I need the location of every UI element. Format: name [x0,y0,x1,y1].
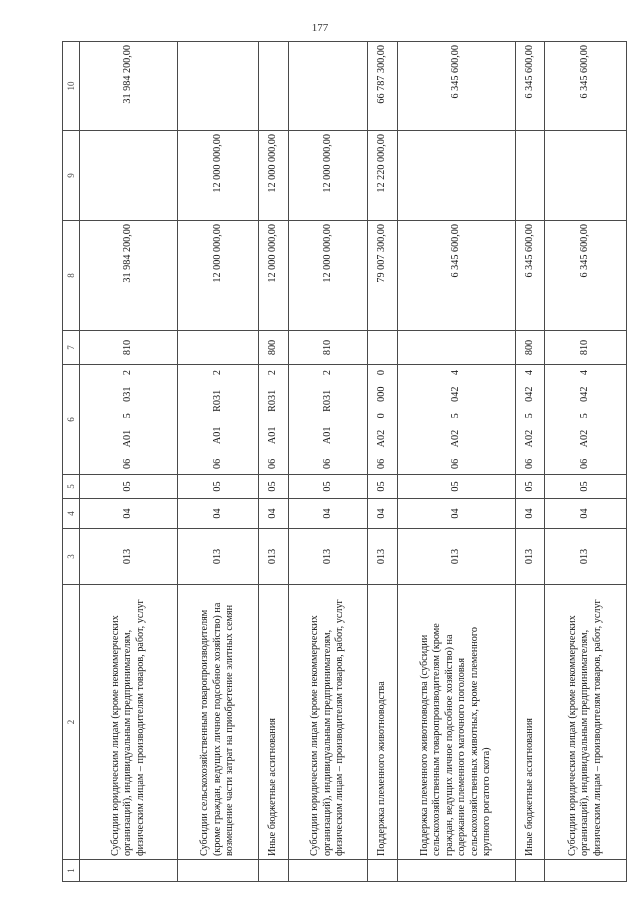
code-part: 06 [267,458,279,469]
code-part: R031 [267,389,279,412]
column-number: 8 [63,221,80,331]
code-part: 06 [450,458,461,469]
amount-column-10: 6 345 600,00 [515,42,545,131]
target-article-code [368,365,398,475]
amount-column-10 [259,42,289,131]
amount-column-9 [397,131,515,221]
empty-cell [397,860,515,882]
code-part: A01 [267,426,279,445]
column-number: 2 [63,585,80,860]
amount-column-9: 12 000 000,00 [259,131,289,221]
table-row [80,42,178,882]
section-code: 04 [515,499,545,529]
section-code: 04 [177,499,259,529]
total-amount: 12 000 000,00 [288,221,367,331]
amount-column-9: 12 220 000,00 [368,131,398,221]
target-article-code [515,365,545,475]
amount-column-9 [545,131,627,221]
code-part: A02 [523,429,535,448]
code-part: 06 [122,458,134,469]
target-article-code [288,365,367,475]
rotated-page-content [62,42,627,882]
amount-column-10: 66 787 300,00 [368,42,398,131]
empty-cell [259,860,289,882]
budget-table [62,41,627,882]
amount-column-9 [80,131,178,221]
total-amount: 6 345 600,00 [545,221,627,331]
target-article-code [177,365,259,475]
table-row [515,42,545,882]
code-part: 4 [579,370,591,376]
empty-cell [288,860,367,882]
section-code: 04 [397,499,515,529]
column-number-row [63,42,80,882]
code-part: 042 [579,386,591,402]
amount-column-10: 6 345 600,00 [397,42,515,131]
table-row [259,42,289,882]
amount-column-9: 12 000 000,00 [177,131,259,221]
section-code: 04 [259,499,289,529]
subsection-code: 05 [368,475,398,499]
section-code: 04 [368,499,398,529]
ministry-code: 013 [397,529,515,585]
column-number: 5 [63,475,80,499]
total-amount: 6 345 600,00 [515,221,545,331]
total-amount: 12 000 000,00 [259,221,289,331]
amount-column-10: 6 345 600,00 [545,42,627,131]
subsection-code: 05 [80,475,178,499]
code-part: 042 [523,386,535,402]
amount-column-10 [177,42,259,131]
empty-cell [368,860,398,882]
expense-type-code: 800 [515,331,545,365]
table-row [177,42,259,882]
item-name: Субсидии сельскохозяйственным товаропроизводителям (кроме граждан, ведущих личное подсобное хозяйство) на возмещение части затрат на приобретение элитных семян [177,585,259,860]
ministry-code: 013 [515,529,545,585]
code-part: 06 [321,458,333,469]
ministry-code: 013 [545,529,627,585]
item-name: Субсидии юридическим лицам (кроме некоммерческих организаций), индивидуальным предпринимателям, физическим лицам – производителям товаров, работ, услуг [80,585,178,860]
code-part: 0 [376,370,388,376]
total-amount: 12 000 000,00 [177,221,259,331]
code-part: 06 [376,458,388,469]
code-part: 5 [523,413,535,419]
code-part: 4 [450,370,461,376]
code-part: A02 [450,429,461,448]
table-row [288,42,367,882]
ministry-code: 013 [288,529,367,585]
code-part: 06 [579,458,591,469]
subsection-code: 05 [259,475,289,499]
page-number: 177 [311,22,329,34]
code-part: A01 [321,426,333,445]
empty-cell [515,860,545,882]
expense-type-code: 810 [288,331,367,365]
code-part: 000 [376,386,388,402]
code-part: 2 [267,370,279,376]
code-part: 5 [122,413,134,419]
amount-column-10: 31 984 200,00 [80,42,178,131]
code-part: 031 [122,386,134,402]
expense-type-code: 810 [80,331,178,365]
code-part: 042 [450,386,461,402]
empty-cell [80,860,178,882]
code-part: 2 [211,370,223,376]
item-name: Поддержка племенного животноводства (субсидии сельскохозяйственным товаропроизводителям (кроме граждан, ведущих личное подсобное хозяйство) на содержание племенного маточного поголовья сельскохозяйственных животных, кроме племенного крупного рогатого скота) [397,585,515,860]
item-name: Иные бюджетные ассигнования [259,585,289,860]
subsection-code: 05 [397,475,515,499]
expense-type-code [177,331,259,365]
ministry-code: 013 [80,529,178,585]
item-name: Поддержка племенного животноводства [368,585,398,860]
column-number: 9 [63,131,80,221]
expense-type-code [368,331,398,365]
subsection-code: 05 [515,475,545,499]
target-article-code [259,365,289,475]
total-amount: 6 345 600,00 [397,221,515,331]
item-name: Субсидии юридическим лицам (кроме некоммерческих организаций), индивидуальным предпринимателям, физическим лицам – производителям товаров, работ, услуг [545,585,627,860]
empty-cell [177,860,259,882]
target-article-code [397,365,515,475]
subsection-code: 05 [545,475,627,499]
section-code: 04 [80,499,178,529]
amount-column-10 [288,42,367,131]
column-number: 4 [63,499,80,529]
column-number: 10 [63,42,80,131]
ministry-code: 013 [259,529,289,585]
code-part: A02 [579,429,591,448]
code-part: 2 [321,370,333,376]
total-amount: 79 007 300,00 [368,221,398,331]
code-part: 4 [523,370,535,376]
expense-type-code: 800 [259,331,289,365]
column-number: 3 [63,529,80,585]
column-number: 1 [63,860,80,882]
empty-cell [545,860,627,882]
total-amount: 31 984 200,00 [80,221,178,331]
column-number: 6 [63,365,80,475]
column-number: 7 [63,331,80,365]
table-row [368,42,398,882]
subsection-code: 05 [288,475,367,499]
rotated-table-area [62,42,627,882]
code-part: 2 [122,370,134,376]
ministry-code: 013 [177,529,259,585]
code-part: A02 [376,429,388,448]
code-part: 5 [450,413,461,419]
expense-type-code [397,331,515,365]
code-part: R031 [211,389,223,412]
amount-column-9 [515,131,545,221]
section-code: 04 [545,499,627,529]
code-part: 0 [376,413,388,419]
section-code: 04 [288,499,367,529]
expense-type-code: 810 [545,331,627,365]
table-row [545,42,627,882]
code-part: 06 [211,458,223,469]
code-part: A01 [122,429,134,448]
target-article-code [545,365,627,475]
amount-column-9: 12 000 000,00 [288,131,367,221]
table-row [397,42,515,882]
item-name: Иные бюджетные ассигнования [515,585,545,860]
target-article-code [80,365,178,475]
code-part: 06 [523,458,535,469]
code-part: A01 [211,426,223,445]
subsection-code: 05 [177,475,259,499]
code-part: 5 [579,413,591,419]
code-part: R031 [321,389,333,412]
ministry-code: 013 [368,529,398,585]
item-name: Субсидии юридическим лицам (кроме некоммерческих организаций), индивидуальным предпринимателям, физическим лицам – производителям товаров, работ, услуг [288,585,367,860]
